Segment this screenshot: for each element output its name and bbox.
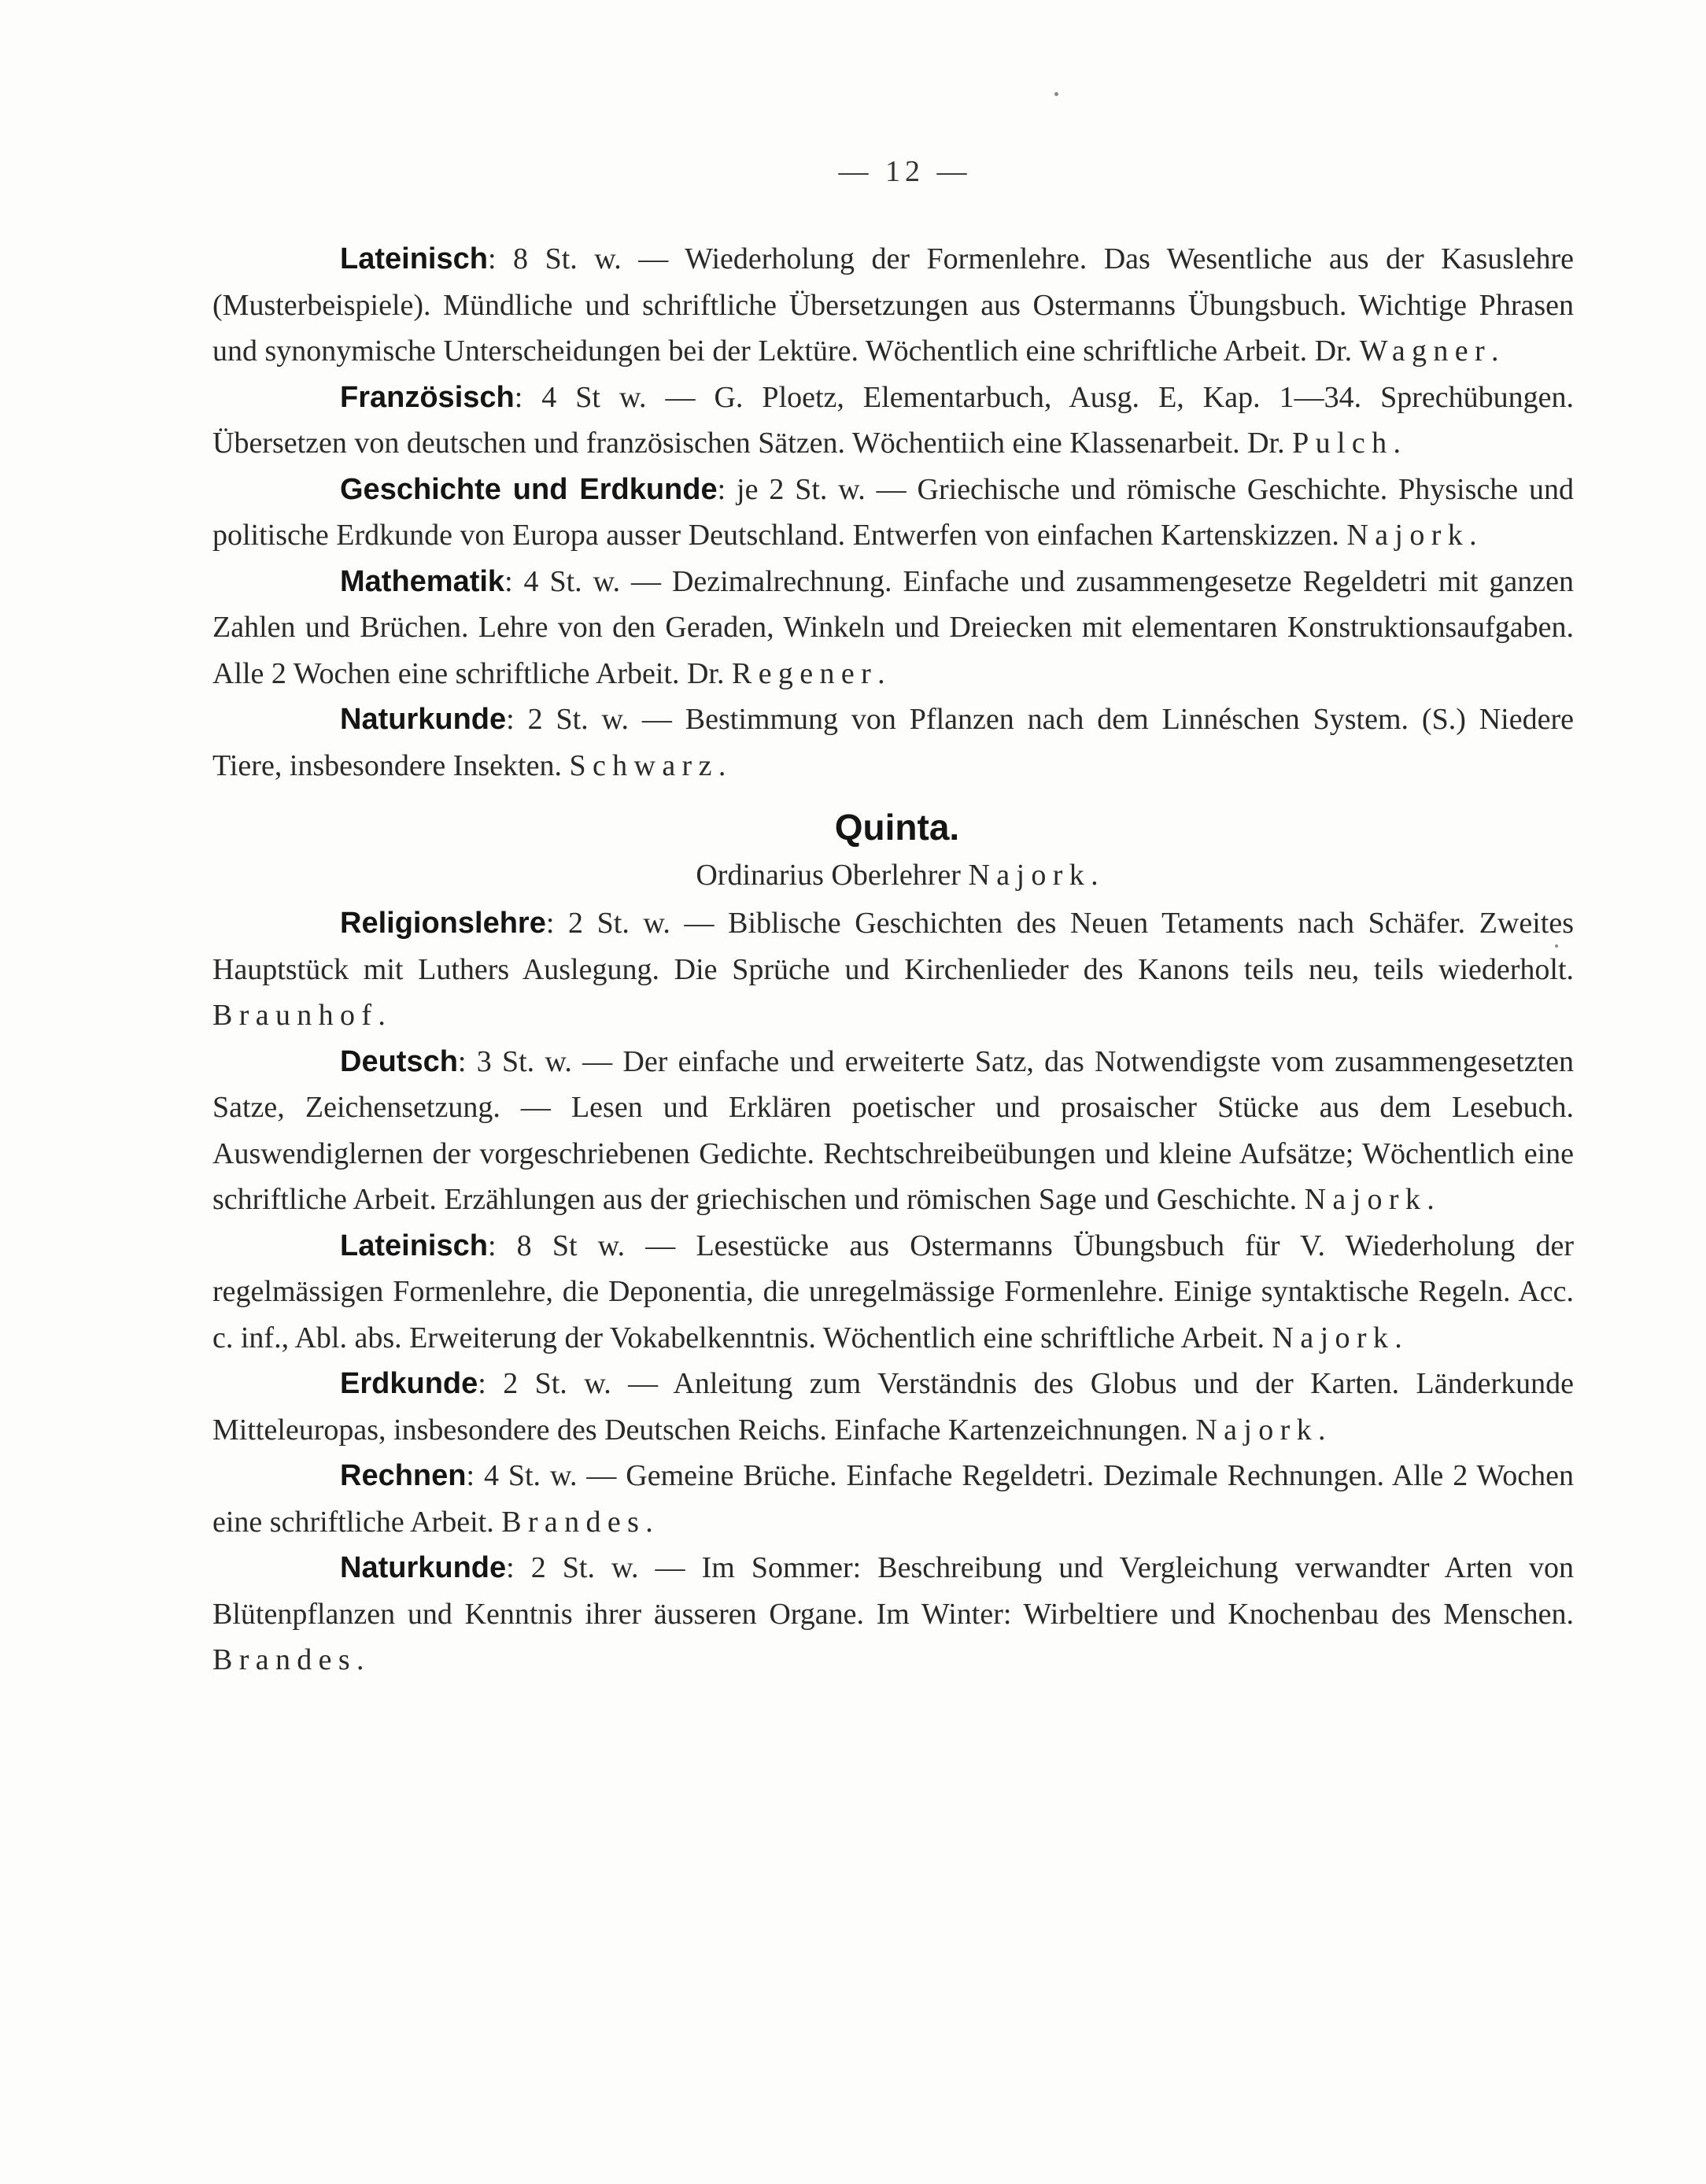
subject-heading: Rechnen: [340, 1459, 467, 1492]
paragraph-end: .: [877, 656, 885, 690]
subject-paragraph: [212, 900, 1574, 1039]
subject-heading: Lateinisch: [340, 242, 488, 275]
ordinarius-end: .: [1091, 859, 1099, 892]
paragraph-end: .: [1318, 1413, 1326, 1447]
teacher-name: Najork: [1304, 1183, 1427, 1216]
page-body: [212, 236, 1574, 1683]
subject-text: : 8 St. w. — Wiederholung der Formenlehre. Das Wesentliche aus der Kasuslehre (Musterbeispiele). Mündliche und schriftliche Übersetzungen aus Ostermanns Übungsbuch. Wichtige Phrasen und synonymische Unterscheidungen bei der Lektüre. Wöchentlich eine schriftliche Arbeit. Dr.: [212, 242, 1574, 368]
subject-text: : 8 St w. — Lesestücke aus Ostermanns Übungsbuch für V. Wiederholung der regelmässigen Formenlehre, die Deponentia, die unregelmässige Formenlehre. Einige syntaktische Regeln. Acc. c. inf., Abl. abs. Erweiterung der Vokabelkenntnis. Wöchentlich eine schriftliche Arbeit.: [212, 1229, 1574, 1354]
section-previous-class: [212, 236, 1574, 789]
paragraph-end: .: [718, 748, 726, 782]
subject-heading: Deutsch: [340, 1044, 458, 1078]
subject-heading: Religionslehre: [340, 907, 546, 940]
teacher-name: Wagner: [1359, 334, 1492, 368]
teacher-name: Pulch: [1292, 427, 1394, 460]
subject-paragraph: [212, 467, 1574, 559]
subject-text: : 3 St. w. — Der einfache und erweiterte Satz, das Notwendigste vom zusammengesetzten Satze, Zeichensetzung. — Lesen und Erklären poetischer und prosaischer Stücke aus dem Lesebuch. Auswendiglernen der vorgeschriebenen Gedichte. Rechtschreibeübungen und kleine Aufsätze; Wöchentlich eine schriftliche Arbeit. Erzählungen aus der griechischen und römischen Sage und Geschichte.: [212, 1044, 1574, 1216]
subject-text: : je 2 St. w. — Griechische und römische Geschichte. Physische und politische Erdkunde von Europa ausser Deutschland. Entwerfen von einfachen Kartenskizzen.: [212, 472, 1574, 552]
teacher-name: Schwarz: [569, 748, 718, 782]
teacher-name: Najork: [1272, 1321, 1395, 1354]
paragraph-end: .: [1393, 427, 1401, 460]
paragraph-end: .: [645, 1505, 653, 1539]
subject-heading: Französisch: [340, 380, 515, 414]
subject-text: : 2 St. w. — Im Sommer: Beschreibung und Vergleichung verwandter Arten von Blütenpflanzen und Kenntnis ihrer äusseren Organe. Im Winter: Wirbeltiere und Knochenbau des Menschen.: [212, 1551, 1574, 1631]
paragraph-end: .: [1491, 334, 1499, 368]
subject-paragraph: [212, 1545, 1574, 1683]
paragraph-end: .: [1394, 1321, 1402, 1354]
subject-paragraph: [212, 1453, 1574, 1545]
subject-paragraph: [212, 559, 1574, 697]
ordinarius-line: [212, 853, 1574, 897]
subject-heading: Lateinisch: [340, 1229, 488, 1262]
subject-text: : 4 St. w. — Dezimalrechnung. Einfache und zusammengesetze Regeldetri mit ganzen Zahlen und Brüchen. Lehre von den Geraden, Winkeln und Dreiecken mit elementaren Konstruktionsaufgaben. Alle 2 Wochen eine schriftliche Arbeit. Dr.: [212, 564, 1574, 690]
ordinarius-name: Najork: [968, 859, 1091, 892]
subject-heading: Mathematik: [340, 564, 505, 598]
subject-paragraph: [212, 236, 1574, 375]
teacher-name: Najork: [1195, 1413, 1319, 1447]
paragraph-end: .: [1427, 1183, 1435, 1216]
subject-paragraph: [212, 375, 1574, 467]
subject-heading: Naturkunde: [340, 1551, 507, 1584]
subject-text: : 2 St. w. — Biblische Geschichten des Neuen Tetaments nach Schäfer. Zweites Hauptstück mit Luthers Auslegung. Die Sprüche und Kirchenlieder des Kanons teils neu, teils wiederholt.: [212, 907, 1574, 986]
paragraph-end: .: [378, 999, 386, 1032]
teacher-name: Najork: [1346, 519, 1470, 552]
subject-heading: Naturkunde: [340, 703, 507, 736]
subject-text: : 4 St w. — G. Ploetz, Elementarbuch, Ausg. E, Kap. 1—34. Sprechübungen. Übersetzen von deutschen und französischen Sätzen. Wöchentiich eine Klassenarbeit. Dr.: [212, 380, 1574, 460]
teacher-name: Regener: [732, 656, 878, 690]
page-number: — 12 —: [838, 155, 972, 188]
subject-text: : 2 St. w. — Anleitung zum Verständnis des Globus und der Karten. Länderkunde Mitteleuropas, insbesondere des Deutschen Reichs. Einfache Kartenzeichnungen.: [212, 1367, 1574, 1447]
teacher-name: Braunhof: [212, 999, 378, 1032]
ink-speck: [1054, 92, 1058, 96]
subject-text: : 2 St. w. — Bestimmung von Pflanzen nach dem Linnéschen System. (S.) Niedere Tiere, insbesondere Insekten.: [212, 703, 1574, 782]
paragraph-end: .: [1469, 519, 1477, 552]
paragraph-end: .: [356, 1643, 364, 1676]
subject-heading: Geschichte und Erdkunde: [340, 472, 718, 506]
teacher-name: Brandes: [501, 1505, 646, 1539]
subject-text: : 4 St. w. — Gemeine Brüche. Einfache Regeldetri. Dezimale Rechnungen. Alle 2 Wochen eine schriftliche Arbeit.: [212, 1459, 1574, 1539]
subject-paragraph: [212, 697, 1574, 789]
ordinarius-label: Ordinarius Oberlehrer: [696, 859, 969, 892]
subject-heading: Erdkunde: [340, 1367, 478, 1400]
subject-paragraph: [212, 1223, 1574, 1362]
subject-paragraph: [212, 1361, 1574, 1453]
section-title: Quinta.: [834, 807, 960, 848]
section-quinta: [212, 801, 1574, 1683]
subject-paragraph: [212, 1039, 1574, 1223]
teacher-name: Brandes: [212, 1643, 357, 1676]
